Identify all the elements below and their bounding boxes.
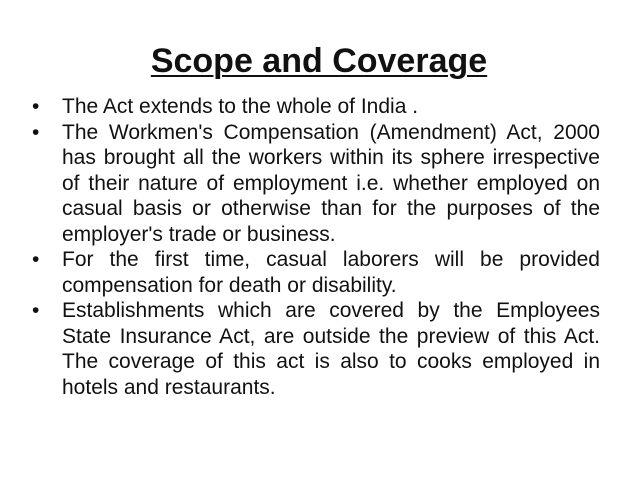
bullet-text: The Act extends to the whole of India . — [62, 95, 419, 118]
bullet-text: Establishments which are covered by the Employees State Insurance Act, are outside the preview of this Act. The coverage of this act is also to cooks employed in hotels and restaurants. — [62, 299, 600, 399]
bullet-text: For the first time, casual laborers will be provided compensation for death or disability. — [62, 248, 600, 297]
bullet-icon: • — [32, 299, 40, 322]
bullet-item — [32, 298, 600, 400]
bullet-icon: • — [32, 120, 40, 144]
bullet-icon: • — [32, 248, 40, 271]
slide-title: Scope and Coverage — [150, 42, 488, 80]
bullet-list — [32, 94, 600, 400]
bullet-text: The Workmen's Compensation (Amendment) Act, 2000 has brought all the workers within its sphere irrespective of their nature of employment i.e. whether employed on casual basis or otherwise than for the purposes of the employer's trade or business. — [62, 120, 600, 246]
bullet-icon: • — [32, 95, 40, 118]
bullet-item — [32, 120, 600, 248]
bullet-item — [32, 247, 600, 298]
bullet-item — [32, 94, 600, 120]
